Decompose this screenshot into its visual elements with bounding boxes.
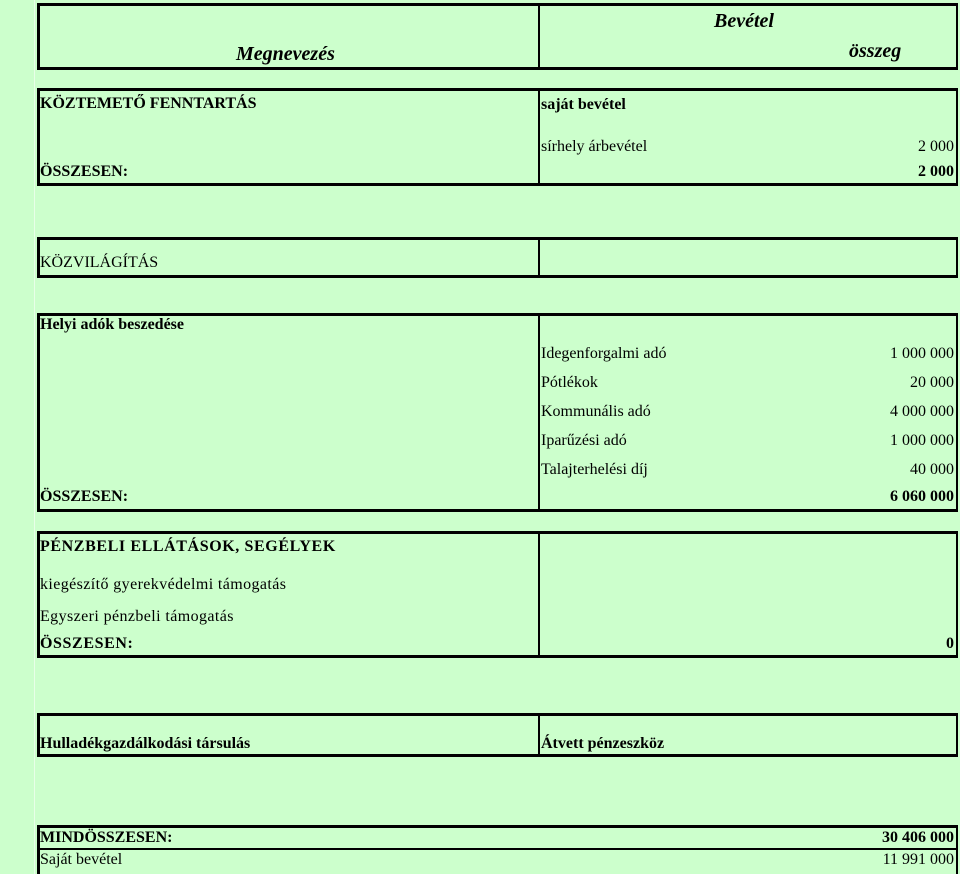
s3-item-label: Talajterhelési díj bbox=[541, 461, 648, 478]
s3-item-amount: 20 000 bbox=[910, 374, 954, 391]
s4-top-border bbox=[37, 531, 958, 534]
s3-total-label: ÖSSZESEN: bbox=[40, 488, 129, 505]
s3-item-label: Kommunális adó bbox=[541, 403, 651, 420]
s5-subtitle: Átvett pénzeszköz bbox=[541, 735, 665, 752]
s3-total: 6 060 000 bbox=[890, 488, 954, 505]
s4-divider bbox=[538, 531, 540, 658]
s1-item-label: sírhely árbevétel bbox=[541, 138, 648, 155]
s4-right-border bbox=[956, 531, 958, 658]
s3-bottom-border bbox=[37, 509, 958, 512]
own-income-label: Saját bevétel bbox=[40, 851, 123, 868]
grid-line bbox=[34, 0, 35, 874]
s3-title: Helyi adók beszedése bbox=[40, 316, 184, 333]
s2-title: KÖZVILÁGÍTÁS bbox=[40, 254, 159, 271]
s4-total-label: ÖSSZESEN: bbox=[40, 635, 134, 652]
s1-total: 2 000 bbox=[918, 163, 954, 180]
s3-item-amount: 40 000 bbox=[910, 461, 954, 478]
s2-right-border bbox=[956, 237, 958, 278]
s5-bottom-border bbox=[37, 754, 958, 757]
s1-item-amount: 2 000 bbox=[918, 138, 954, 155]
s3-item-amount: 1 000 000 bbox=[890, 345, 954, 362]
own-income: 11 991 000 bbox=[882, 851, 954, 868]
header-top-border bbox=[37, 3, 958, 6]
header-amount-col: összeg bbox=[849, 40, 902, 62]
grand-total-label: MINDÖSSZESEN: bbox=[40, 829, 173, 846]
s4-item: Egyszeri pénzbeli támogatás bbox=[40, 608, 234, 625]
s4-item: kiegészítő gyerekvédelmi támogatás bbox=[40, 576, 287, 593]
s5-top-border bbox=[37, 713, 958, 716]
s3-item-label: Pótlékok bbox=[541, 374, 598, 391]
s1-title: KÖZTEMETŐ FENNTARTÁS bbox=[40, 95, 257, 112]
s4-total: 0 bbox=[946, 635, 954, 652]
s3-item-label: Idegenforgalmi adó bbox=[541, 345, 667, 362]
s5-right-border bbox=[956, 713, 958, 757]
s3-left-border bbox=[37, 313, 40, 512]
s5-divider bbox=[538, 713, 540, 757]
header-bottom-border bbox=[37, 67, 958, 70]
header-divider bbox=[538, 3, 540, 70]
s3-item-amount: 4 000 000 bbox=[890, 403, 954, 420]
header-left-border bbox=[37, 3, 40, 70]
s1-bottom-border bbox=[37, 183, 958, 186]
header-income-col: Bevétel bbox=[714, 10, 774, 32]
s2-top-border bbox=[37, 237, 958, 240]
grand-total: 30 406 000 bbox=[882, 829, 954, 846]
s1-divider bbox=[538, 88, 540, 186]
s3-item-label: Iparűzési adó bbox=[541, 432, 627, 449]
s2-divider bbox=[538, 237, 540, 278]
s4-title: PÉNZBELI ELLÁTÁSOK, SEGÉLYEK bbox=[40, 538, 336, 555]
s1-total-label: ÖSSZESEN: bbox=[40, 163, 129, 180]
s5-title: Hulladékgazdálkodási társulás bbox=[40, 735, 251, 752]
s3-divider bbox=[538, 313, 540, 512]
header-name-col: Megnevezés bbox=[236, 43, 335, 65]
s3-item-amount: 1 000 000 bbox=[890, 432, 954, 449]
summary-right-border bbox=[956, 825, 958, 874]
s1-subtitle: saját bevétel bbox=[541, 96, 626, 113]
s2-bottom-border bbox=[37, 275, 958, 278]
s4-bottom-border bbox=[37, 655, 958, 658]
s3-right-border bbox=[956, 313, 958, 512]
s1-right-border bbox=[956, 88, 958, 186]
header-right-border bbox=[956, 3, 958, 70]
s1-top-border bbox=[37, 88, 958, 91]
